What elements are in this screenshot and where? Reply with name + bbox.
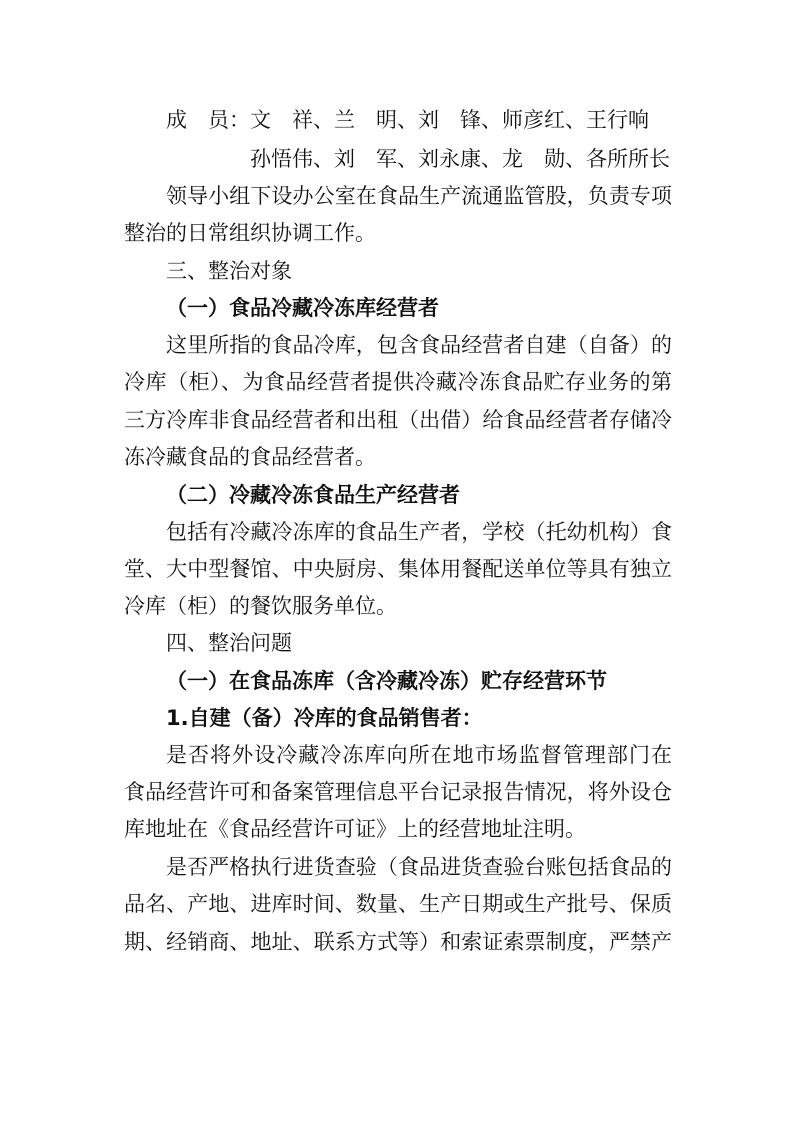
subsection-4-1-heading: （一）在食品冻库（含冷藏冷冻）贮存经营环节 bbox=[166, 669, 607, 693]
item-1-heading: 1.自建（备）冷库的食品销售者： bbox=[166, 706, 483, 730]
members-line-2: 孙悟伟、刘 军、刘永康、龙 勋、各所所长 bbox=[250, 147, 670, 171]
item1-paragraph1-line-1: 是否将外设冷藏冷冻库向所在地市场监督管理部门在 bbox=[166, 743, 672, 767]
item1-paragraph2-line-1: 是否严格执行进货查验（食品进货查验台账包括食品的 bbox=[166, 855, 672, 879]
subsection-2-heading: （二）冷藏冷冻食品生产经营者 bbox=[166, 483, 460, 507]
sub1-paragraph-line-4: 冻冷藏食品的食品经营者。 bbox=[124, 445, 376, 469]
sub1-paragraph-line-1: 这里所指的食品冷库，包含食品经营者自建（自备）的 bbox=[166, 333, 672, 357]
item1-paragraph2-line-3: 期、经销商、地址、联系方式等）和索证索票制度，严禁产 bbox=[124, 930, 672, 954]
item1-paragraph1-line-2: 食品经营许可和备案管理信息平台记录报告情况，将外设仓 bbox=[124, 780, 672, 804]
sub1-paragraph-line-3: 三方冷库非食品经营者和出租（出借）给食品经营者存储冷 bbox=[124, 408, 672, 432]
office-line-2: 整治的日常组织协调工作。 bbox=[124, 221, 376, 245]
item1-paragraph2-line-2: 品名、产地、进库时间、数量、生产日期或生产批号、保质 bbox=[124, 892, 672, 916]
office-line-1: 领导小组下设办公室在食品生产流通监管股，负责专项 bbox=[166, 184, 672, 208]
subsection-1-heading: （一）食品冷藏冷冻库经营者 bbox=[166, 296, 439, 320]
section-4-heading: 四、整治问题 bbox=[166, 631, 292, 655]
sub2-paragraph-line-3: 冷库（柜）的餐饮服务单位。 bbox=[124, 594, 397, 618]
section-3-heading: 三、整治对象 bbox=[166, 259, 292, 283]
members-line-1: 成 员：文 祥、兰 明、刘 锋、师彦红、王行响 bbox=[166, 108, 649, 132]
sub2-paragraph-line-2: 堂、大中型餐馆、中央厨房、集体用餐配送单位等具有独立 bbox=[124, 557, 672, 581]
sub1-paragraph-line-2: 冷库（柜）、为食品经营者提供冷藏冷冻食品贮存业务的第 bbox=[124, 370, 672, 394]
sub2-paragraph-line-1: 包括有冷藏冷冻库的食品生产者，学校（托幼机构）食 bbox=[166, 520, 672, 544]
item1-paragraph1-line-3: 库地址在《食品经营许可证》上的经营地址注明。 bbox=[124, 817, 586, 841]
